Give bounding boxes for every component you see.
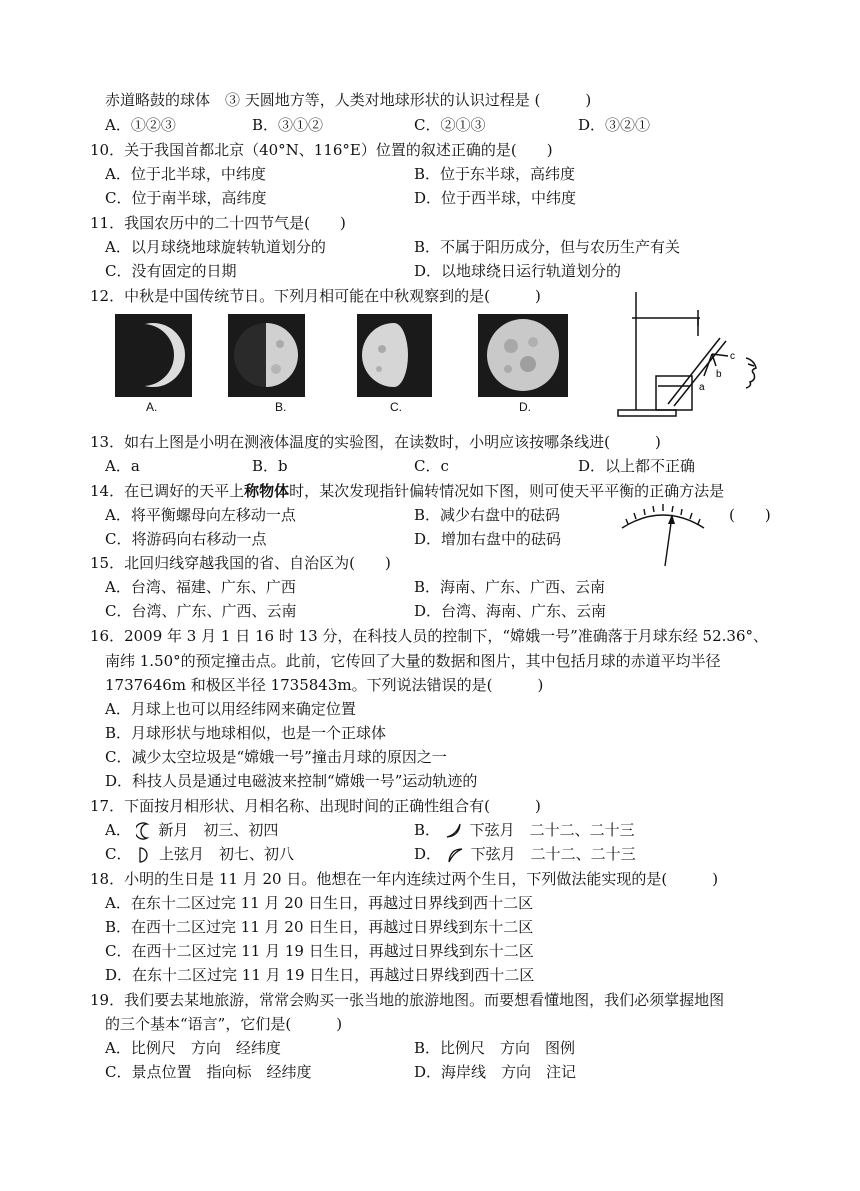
crescent-moon-lower-icon	[445, 822, 463, 840]
q14-option-d: D．增加右盘中的砝码	[414, 530, 562, 548]
q11-option-a: A．以月球绕地球旋转轨道划分的	[105, 238, 326, 256]
q9-stem: 赤道略鼓的球体 ③ 天圆地方等，人类对地球形状的认识过程是 ( )	[105, 91, 592, 109]
q18-option-a: A．在东十二区过完 11 月 20 日生日，再越过日界线到西十二区	[105, 894, 534, 912]
balance-pointer-figure	[618, 498, 708, 570]
q14-answer-paren: ( )	[729, 506, 771, 524]
crescent-moon-left-icon	[136, 822, 152, 840]
q17-d-prefix: D．	[414, 845, 442, 863]
moon-caption-b: B.	[275, 400, 287, 414]
q17-c-prefix: C．	[105, 845, 132, 863]
q9-option-b: B．③①②	[252, 116, 324, 134]
q17-a-text: 新月 初三、初四	[158, 821, 279, 839]
moon-phase-b-image	[228, 314, 305, 397]
q13-option-c: C．c	[414, 457, 449, 475]
q17-b-prefix: B．	[414, 821, 441, 839]
q18-stem: 18．小明的生日是 11 月 20 日。他想在一年内连续过两个生日，下列做法能实现的是( )	[90, 870, 719, 888]
q19-option-c: C．景点位置 指向标 经纬度	[105, 1063, 312, 1081]
crescent-moon-upper-icon	[446, 846, 464, 864]
half-moon-right-icon	[136, 846, 152, 864]
figure-label-a: a	[699, 382, 705, 393]
q14-stem-pre: 14．在已调好的天平上	[90, 482, 245, 500]
q15-option-c: C．台湾、广东、广西、云南	[105, 602, 297, 620]
q19-option-b: B．比例尺 方向 图例	[414, 1039, 576, 1057]
q17-option-b	[414, 820, 635, 840]
moon-caption-c: C.	[390, 400, 402, 414]
q14-option-b: B．减少右盘中的砝码	[414, 506, 561, 524]
q16-option-c: C．减少太空垃圾是“嫦娥一号”撞击月球的原因之一	[105, 748, 447, 766]
figure-label-c: c	[730, 351, 735, 362]
q15-option-d: D．台湾、海南、广东、云南	[414, 602, 607, 620]
q17-c-text: 上弦月 初七、初八	[159, 845, 295, 863]
q17-stem: 17．下面按月相形状、月相名称、出现时间的正确性组合有( )	[90, 797, 541, 815]
q19-option-a: A．比例尺 方向 经纬度	[105, 1039, 281, 1057]
q9-option-d: D．③②①	[578, 116, 651, 134]
q14-stem-bold: 称物体	[244, 482, 290, 500]
q16-option-d: D．科技人员是通过电磁波来控制“嫦娥一号”运动轨迹的	[105, 772, 478, 790]
q12-stem: 12．中秋是中国传统节日。下列月相可能在中秋观察到的是( )	[90, 287, 541, 305]
q15-stem: 15．北回归线穿越我国的省、自治区为( )	[90, 554, 391, 572]
q15-option-b: B．海南、广东、广西、云南	[414, 578, 606, 596]
q19-stem-line2: 的三个基本“语言”，它们是( )	[105, 1015, 343, 1033]
moon-phase-c-image	[357, 314, 432, 397]
q9-option-c: C．②①③	[414, 116, 486, 134]
q14-option-c: C．将游码向右移动一点	[105, 530, 267, 548]
q9-option-a: A．①②③	[105, 116, 176, 134]
q18-option-c: C．在西十二区过完 11 月 19 日生日，再越过日界线到东十二区	[105, 942, 534, 960]
moon-phase-a-image	[115, 314, 192, 397]
q17-option-d	[414, 844, 636, 864]
thermometer-experiment-figure	[612, 288, 772, 418]
q11-option-b: B．不属于阳历成分，但与农历生产有关	[414, 238, 681, 256]
q16-option-b: B．月球形状与地球相似，也是一个正球体	[105, 724, 387, 742]
q17-option-c	[105, 844, 294, 864]
q10-option-b: B．位于东半球，高纬度	[414, 165, 576, 183]
q17-a-prefix: A．	[105, 821, 131, 839]
q13-stem: 13．如右上图是小明在测液体温度的实验图，在读数时，小明应该按哪条线进( )	[90, 433, 661, 451]
q10-option-c: C．位于南半球，高纬度	[105, 189, 267, 207]
q16-option-a: A．月球上也可以用经纬网来确定位置	[105, 700, 356, 718]
q17-d-text: 下弦月 二十二、二十三	[470, 845, 636, 863]
q13-option-b: B．b	[252, 457, 288, 475]
q15-option-a: A．台湾、福建、广东、广西	[105, 578, 296, 596]
q14-stem-post: 时，某次发现指针偏转情况如下图，则可使天平平衡的正确方法是	[289, 482, 725, 500]
q10-stem: 10．关于我国首都北京（40°N、116°E）位置的叙述正确的是( )	[90, 141, 553, 159]
q11-option-d: D．以地球绕日运行轨道划分的	[414, 262, 622, 280]
moon-caption-a: A.	[146, 400, 158, 414]
q17-option-a	[105, 820, 278, 840]
q14-option-a: A．将平衡螺母向左移动一点	[105, 506, 296, 524]
q18-option-b: B．在西十二区过完 11 月 20 日生日，再越过日界线到东十二区	[105, 918, 534, 936]
q13-option-d: D．以上都不正确	[578, 457, 696, 475]
q16-stem-line2: 南纬 1.50°的预定撞击点。此前，它传回了大量的数据和图片，其中包括月球的赤道平均半径	[105, 652, 721, 670]
q16-stem-line3: 1737646m 和极区半径 1735843m。下列说法错误的是( )	[105, 676, 544, 694]
moon-phase-d-image	[478, 314, 568, 397]
q16-stem-line1: 16．2009 年 3 月 1 日 16 时 13 分，在科技人员的控制下，“嫦娥一号”准确落于月球东经 52.36°、	[90, 627, 768, 645]
q13-option-a: A．a	[105, 457, 140, 475]
q18-option-d: D．在东十二区过完 11 月 19 日生日，再越过日界线到西十二区	[105, 966, 535, 984]
q11-option-c: C．没有固定的日期	[105, 262, 237, 280]
q19-option-d: D．海岸线 方向 注记	[414, 1063, 577, 1081]
moon-caption-d: D.	[519, 400, 531, 414]
q10-option-a: A．位于北半球，中纬度	[105, 165, 266, 183]
q10-option-d: D．位于西半球，中纬度	[414, 189, 577, 207]
q19-stem-line1: 19．我们要去某地旅游，常常会购买一张当地的旅游地图。而要想看懂地图，我们必须掌握地图	[90, 991, 725, 1009]
q17-b-text: 下弦月 二十二、二十三	[469, 821, 635, 839]
figure-label-b: b	[716, 369, 722, 380]
q11-stem: 11．我国农历中的二十四节气是( )	[90, 214, 346, 232]
